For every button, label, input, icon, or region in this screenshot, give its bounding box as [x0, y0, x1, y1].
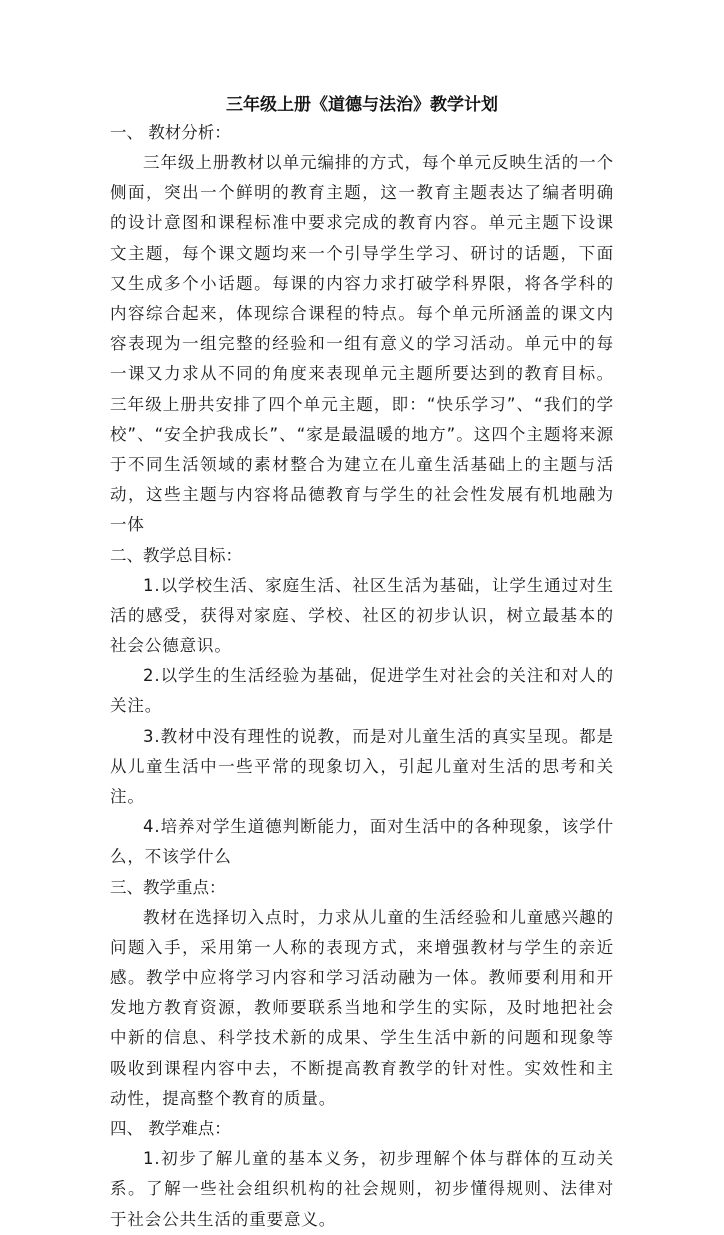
difficulty-item: 1.初步了解儿童的基本义务，初步理解个体与群体的互动关系。了解一些社会组织机构的社会规则，初步懂得规则、法律对于社会公共生活的重要意义。 — [110, 1149, 614, 1229]
goal-item: 4.培养对学生道德判断能力，面对生活中的各种现象，该学什么，不该学什么 — [110, 817, 614, 867]
document-title: 三年级上册《道德与法治》教学计划 — [226, 95, 498, 115]
goal-item: 2.以学生的生活经验为基础，促进学生对社会的关注和对人的关注。 — [110, 666, 614, 716]
section-heading: 一、 教材分析： — [110, 123, 231, 142]
section-heading: 三、教学重点： — [110, 877, 226, 897]
section-paragraph: 教材在选择切入点时，力求从儿童的生活经验和儿童感兴趣的问题入手，采用第一人称的表现方式，来增强教材与学生的亲近感。教学中应将学习内容和学习活动融为一体。教师要利用和开发地方教育资源，教师要联系当地和学生的实际，及时地把社会中新的信息、科学技术新的成果、学生生活中新的问题和现象等吸收到课程内容中去，不断提高教育教学的针对性。实效性和主动性，提高整个教育的质量。 — [110, 907, 614, 1108]
section-teaching-goals — [110, 541, 614, 873]
section-heading: 四、 教学难点： — [110, 1119, 231, 1139]
document-page — [110, 92, 614, 1235]
goal-item: 1.以学校生活、家庭生活、社区生活为基础，让学生通过对生活的感受，获得对家庭、学校、社区的初步认识，树立最基本的社会公德意识。 — [110, 575, 614, 656]
section-textbook-analysis — [110, 118, 614, 541]
goal-item: 3.教材中没有理性的说教，而是对儿童生活的真实呈现。都是从儿童生活中一些平常的现象切入，引起儿童对生活的思考和关注。 — [110, 726, 614, 807]
section-paragraph: 三年级上册教材以单元编排的方式，每个单元反映生活的一个侧面，突出一个鲜明的教育主题，这一教育主题表达了编者明确的设计意图和课程标准中要求完成的教育内容。单元主题下设课文主题，每个课文题均来一个引导学生学习、研讨的话题，下面又生成多个小话题。每课的内容力求打破学科界限，将各学科的内容综合起来，体现综合课程的特点。每个单元所涵盖的课文内容表现为一组完整的经验和一组有意义的学习活动。单元中的每一课又力求从不同的角度来表现单元主题所要达到的教育目标。三年级上册共安排了四个单元主题，即：“快乐学习”、“我们的学校”、“安全护我成长”、“家是最温暖的地方”。这四个主题将来源于不同生活领域的素材整合为建立在儿童生活基础上的主题与活动，这些主题与内容将品德教育与学生的社会性发展有机地融为一体 — [110, 153, 614, 535]
section-heading: 二、教学总目标： — [110, 545, 242, 565]
section-teaching-focus — [110, 873, 614, 1114]
section-teaching-difficulties — [110, 1114, 614, 1235]
